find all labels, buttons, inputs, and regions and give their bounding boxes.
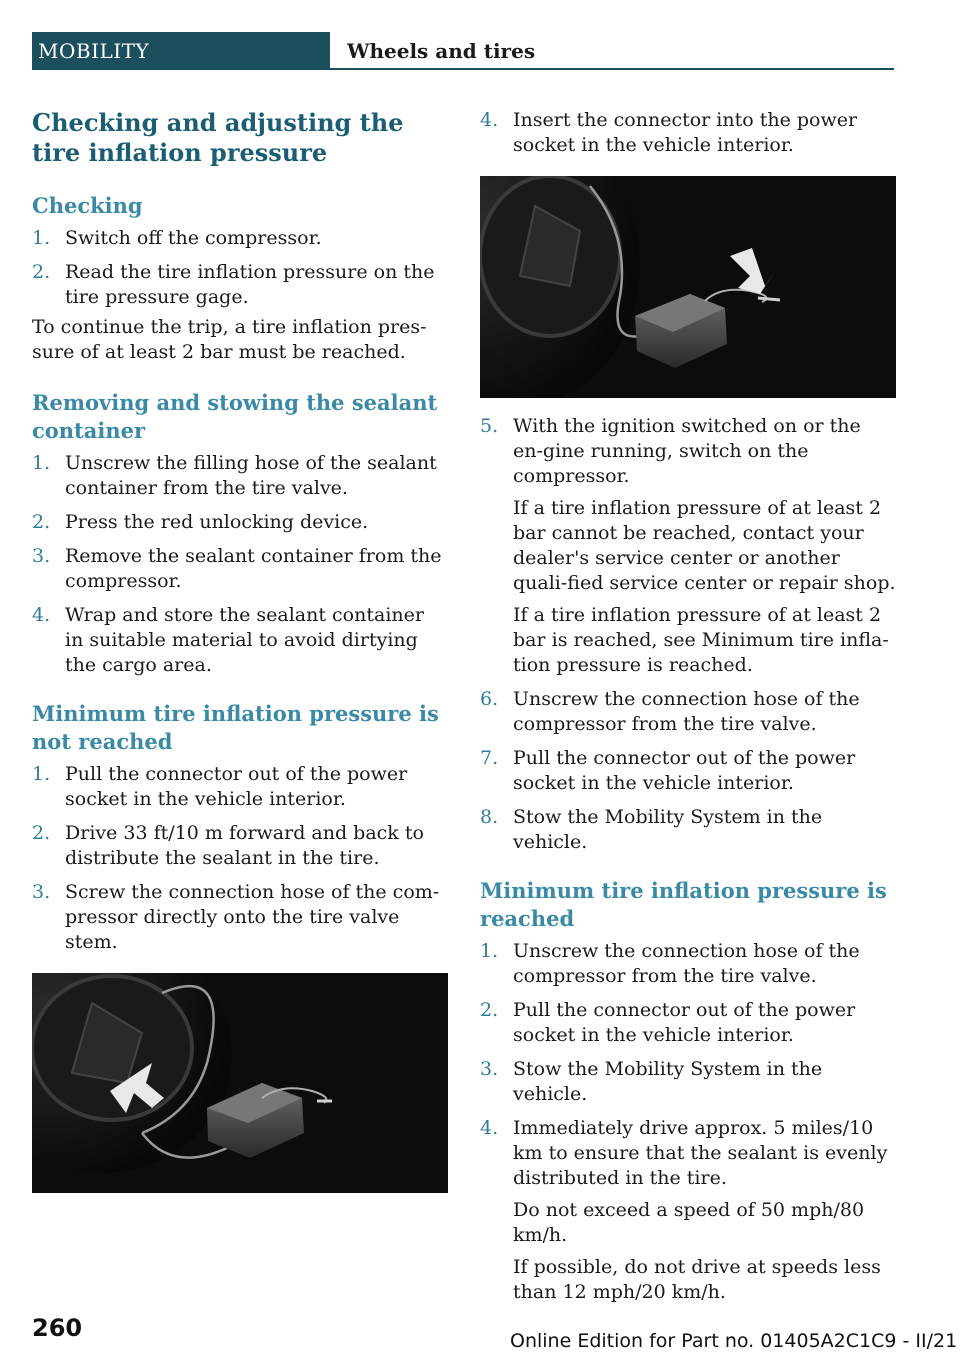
heading-checking: Checking bbox=[32, 193, 143, 218]
step-text: Unscrew the connection hose of the compressor from the tire valve. bbox=[513, 688, 860, 735]
compressor-valve-photo bbox=[32, 973, 448, 1193]
edition-label: Online Edition for Part no. 01405A2C1C9 - II/21 bbox=[510, 1330, 958, 1352]
list-item bbox=[480, 108, 896, 158]
step-number: 3. bbox=[32, 545, 51, 567]
list-item bbox=[480, 1116, 896, 1305]
section-label: MOBILITY bbox=[32, 32, 330, 70]
list-item bbox=[32, 226, 448, 251]
step-number: 4. bbox=[480, 109, 499, 131]
step-number: 1. bbox=[480, 940, 499, 962]
list-item bbox=[32, 880, 448, 955]
compressor-illustration bbox=[32, 973, 448, 1193]
step-number: 4. bbox=[32, 604, 51, 626]
list-item bbox=[480, 746, 896, 796]
not-reached-steps bbox=[32, 762, 448, 955]
connector-socket-photo bbox=[480, 176, 896, 398]
list-item bbox=[480, 998, 896, 1048]
step-text: Insert the connector into the power socket in the vehicle interior. bbox=[513, 109, 858, 156]
list-item bbox=[480, 687, 896, 737]
step-text: Immediately drive approx. 5 miles/10 km to ensure that the sealant is evenly distributed in the tire. bbox=[513, 1117, 888, 1189]
list-item bbox=[32, 260, 448, 310]
step-text: Pull the connector out of the power socket in the vehicle interior. bbox=[513, 747, 856, 794]
step-detail: If a tire inflation pressure of at least 2 bar is reached, see Minimum tire infla-tion pressure is reached. bbox=[513, 604, 889, 676]
step-text: Switch off the compressor. bbox=[65, 227, 322, 249]
step-text: Drive 33 ft/10 m forward and back to distribute the sealant in the tire. bbox=[65, 822, 424, 869]
heading-reached: Minimum tire inflation pressure is reached bbox=[480, 878, 887, 931]
step-number: 2. bbox=[32, 822, 51, 844]
step-number: 2. bbox=[32, 511, 51, 533]
step-number: 3. bbox=[32, 881, 51, 903]
right-column bbox=[480, 108, 896, 1314]
list-item bbox=[480, 414, 896, 678]
reached-steps bbox=[480, 939, 896, 1305]
list-item bbox=[480, 805, 896, 855]
connector-illustration bbox=[480, 176, 896, 398]
step-number: 1. bbox=[32, 452, 51, 474]
step-text: Unscrew the connection hose of the compressor from the tire valve. bbox=[513, 940, 860, 987]
step-text: Stow the Mobility System in the vehicle. bbox=[513, 806, 823, 853]
step-number: 6. bbox=[480, 688, 499, 710]
step-number: 3. bbox=[480, 1058, 499, 1080]
page-header bbox=[32, 32, 894, 70]
list-item bbox=[32, 603, 448, 678]
step-detail: Do not exceed a speed of 50 mph/80 km/h. bbox=[513, 1199, 865, 1246]
list-item bbox=[480, 939, 896, 989]
step-number: 1. bbox=[32, 763, 51, 785]
step-text: With the ignition switched on or the en-gine running, switch on the compressor. bbox=[513, 415, 861, 487]
list-item bbox=[32, 451, 448, 501]
step-text: Remove the sealant container from the compressor. bbox=[65, 545, 442, 592]
step-number: 5. bbox=[480, 415, 499, 437]
list-item bbox=[32, 821, 448, 871]
step-text: Press the red unlocking device. bbox=[65, 511, 369, 533]
list-item bbox=[32, 762, 448, 812]
inflation-steps bbox=[480, 414, 896, 855]
chapter-title: Wheels and tires bbox=[347, 39, 536, 63]
page-number: 260 bbox=[32, 1314, 83, 1342]
step-detail: If possible, do not drive at speeds less than 12 mph/20 km/h. bbox=[513, 1256, 881, 1303]
heading-not-reached: Minimum tire inflation pressure is not reached bbox=[32, 701, 439, 754]
list-item bbox=[32, 510, 448, 535]
step-text: Pull the connector out of the power socket in the vehicle interior. bbox=[65, 763, 408, 810]
checking-note: To continue the trip, a tire inflation pres-sure of at least 2 bar must be reached. bbox=[32, 316, 427, 363]
step-number: 4. bbox=[480, 1117, 499, 1139]
step-number: 2. bbox=[480, 999, 499, 1021]
page-title: Checking and adjusting the tire inflation pressure bbox=[32, 108, 404, 167]
step-number: 7. bbox=[480, 747, 499, 769]
step-text: Unscrew the filling hose of the sealant container from the tire valve. bbox=[65, 452, 437, 499]
step-detail: If a tire inflation pressure of at least 2 bar cannot be reached, contact your dealer's service center or another quali-fied service center or repair shop. bbox=[513, 497, 896, 594]
removing-steps bbox=[32, 451, 448, 678]
continued-steps bbox=[480, 108, 896, 158]
step-text: Pull the connector out of the power socket in the vehicle interior. bbox=[513, 999, 856, 1046]
step-text: Screw the connection hose of the com-pressor directly onto the tire valve stem. bbox=[65, 881, 440, 953]
checking-steps bbox=[32, 226, 448, 310]
heading-removing: Removing and stowing the sealant container bbox=[32, 390, 438, 443]
step-text: Stow the Mobility System in the vehicle. bbox=[513, 1058, 823, 1105]
step-text: Wrap and store the sealant container in suitable material to avoid dirtying the cargo area. bbox=[65, 604, 424, 676]
step-text: Read the tire inflation pressure on the tire pressure gage. bbox=[65, 261, 435, 308]
step-number: 1. bbox=[32, 227, 51, 249]
step-number: 8. bbox=[480, 806, 499, 828]
list-item bbox=[32, 544, 448, 594]
left-column bbox=[32, 108, 448, 1193]
step-number: 2. bbox=[32, 261, 51, 283]
list-item bbox=[480, 1057, 896, 1107]
